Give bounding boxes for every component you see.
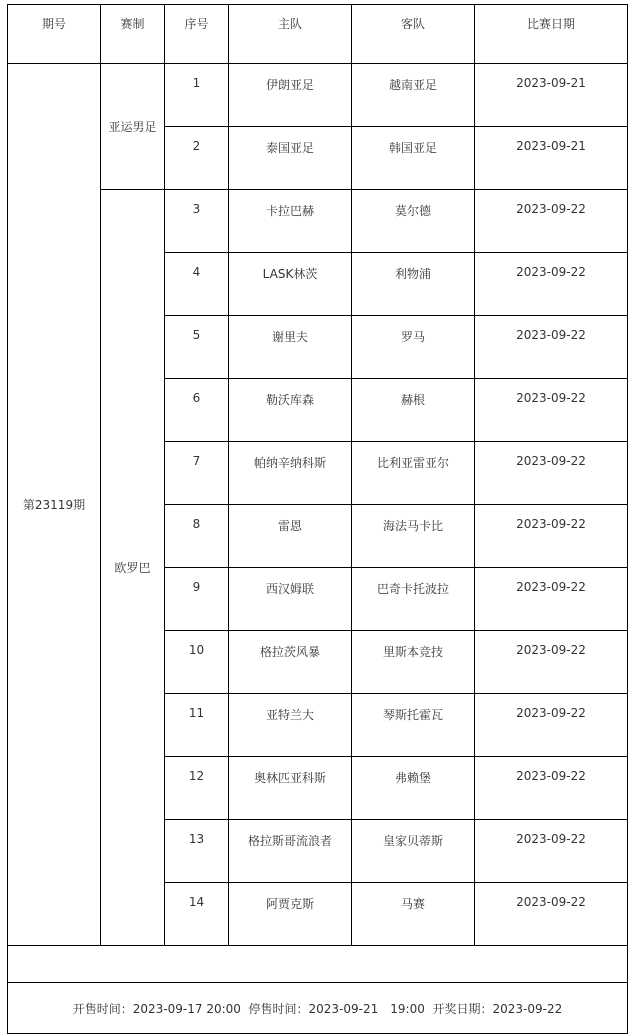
home-team: 亚特兰大: [229, 694, 352, 757]
match-number: 5: [165, 316, 229, 379]
header-away: 客队: [352, 5, 475, 64]
match-number: 11: [165, 694, 229, 757]
match-date: 2023-09-22: [475, 379, 628, 442]
match-date: 2023-09-22: [475, 694, 628, 757]
header-row: [8, 5, 628, 64]
away-team: 韩国亚足: [352, 127, 475, 190]
blank-row: [8, 946, 628, 983]
match-date: 2023-09-21: [475, 127, 628, 190]
match-date: 2023-09-22: [475, 190, 628, 253]
table-row: [8, 64, 628, 127]
league-cell: 欧罗巴: [101, 190, 165, 946]
away-team: 莫尔德: [352, 190, 475, 253]
home-team: 阿贾克斯: [229, 883, 352, 946]
home-team: 卡拉巴赫: [229, 190, 352, 253]
away-team: 琴斯托霍瓦: [352, 694, 475, 757]
home-team: 帕纳辛纳科斯: [229, 442, 352, 505]
match-number: 9: [165, 568, 229, 631]
home-team: LASK林茨: [229, 253, 352, 316]
away-team: 比利亚雷亚尔: [352, 442, 475, 505]
league-cell: 亚运男足: [101, 64, 165, 190]
sale-times-footer: 开售时间：2023-09-17 20:00 停售时间：2023-09-21 19:00 开奖日期：2023-09-22: [8, 983, 628, 1034]
match-number: 7: [165, 442, 229, 505]
away-team: 罗马: [352, 316, 475, 379]
away-team: 里斯本竞技: [352, 631, 475, 694]
home-team: 泰国亚足: [229, 127, 352, 190]
away-team: 皇家贝蒂斯: [352, 820, 475, 883]
match-date: 2023-09-22: [475, 442, 628, 505]
match-number: 13: [165, 820, 229, 883]
period-cell: 第23119期: [8, 64, 101, 946]
match-date: 2023-09-21: [475, 64, 628, 127]
match-date: 2023-09-22: [475, 883, 628, 946]
away-team: 赫根: [352, 379, 475, 442]
home-team: 雷恩: [229, 505, 352, 568]
match-number: 2: [165, 127, 229, 190]
match-date: 2023-09-22: [475, 820, 628, 883]
match-date: 2023-09-22: [475, 253, 628, 316]
match-date: 2023-09-22: [475, 757, 628, 820]
blank-cell: [8, 946, 628, 983]
home-team: 奥林匹亚科斯: [229, 757, 352, 820]
match-number: 12: [165, 757, 229, 820]
away-team: 越南亚足: [352, 64, 475, 127]
match-number: 8: [165, 505, 229, 568]
away-team: 弗赖堡: [352, 757, 475, 820]
header-league: 赛制: [101, 5, 165, 64]
home-team: 西汉姆联: [229, 568, 352, 631]
home-team: 格拉斯哥流浪者: [229, 820, 352, 883]
home-team: 谢里夫: [229, 316, 352, 379]
footer-row: [8, 983, 628, 1034]
away-team: 巴奇卡托波拉: [352, 568, 475, 631]
match-schedule-table: [7, 4, 628, 1034]
away-team: 利物浦: [352, 253, 475, 316]
match-date: 2023-09-22: [475, 568, 628, 631]
match-number: 14: [165, 883, 229, 946]
home-team: 伊朗亚足: [229, 64, 352, 127]
match-number: 10: [165, 631, 229, 694]
match-number: 3: [165, 190, 229, 253]
away-team: 海法马卡比: [352, 505, 475, 568]
home-team: 格拉茨风暴: [229, 631, 352, 694]
match-number: 4: [165, 253, 229, 316]
home-team: 勒沃库森: [229, 379, 352, 442]
match-date: 2023-09-22: [475, 505, 628, 568]
match-date: 2023-09-22: [475, 316, 628, 379]
match-date: 2023-09-22: [475, 631, 628, 694]
match-number: 1: [165, 64, 229, 127]
header-period: 期号: [8, 5, 101, 64]
match-number: 6: [165, 379, 229, 442]
header-date: 比赛日期: [475, 5, 628, 64]
table-row: [8, 190, 628, 253]
away-team: 马赛: [352, 883, 475, 946]
header-home: 主队: [229, 5, 352, 64]
header-num: 序号: [165, 5, 229, 64]
